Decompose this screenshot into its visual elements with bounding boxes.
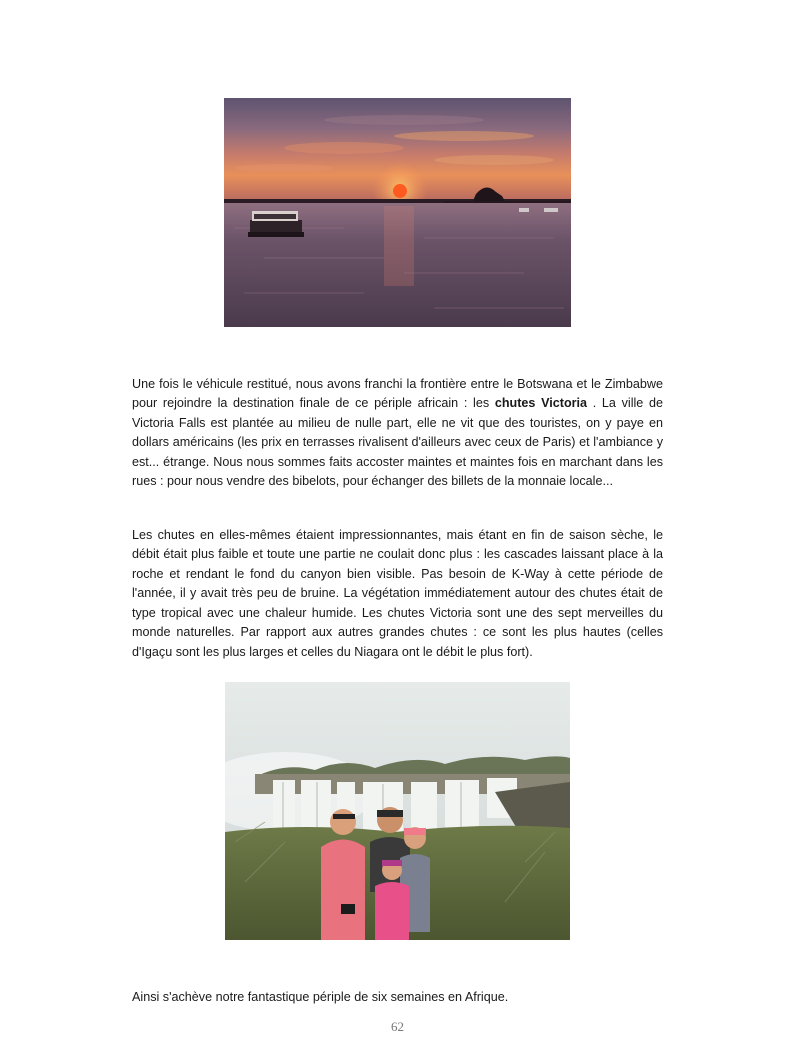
- page-number: 62: [391, 1019, 404, 1034]
- highlight-chutes-victoria: chutes Victoria: [494, 396, 588, 411]
- paragraph-waterfalls: Les chutes en elles-mêmes étaient impressionnantes, mais étant en fin de saison sèche, le débit était plus faible et toute une partie ne coulait donc plus : les cascades laissant place à la roche et rendant le fond du canyon bien visible. Pas besoin de K-Way à cette période de l'année, il y avait très peu de bruine. La végétation immédiatement autour des chutes était de type tropical avec une chaleur humide. Les chutes Victoria sont une des sept merveilles du monde naturelles. Par rapport aux autres grandes chutes : ce sont les plus hautes (celles d'Igaçu sont les plus larges et celles du Niagara ont le débit le plus fort).: [132, 527, 663, 659]
- paragraph-victoria-falls-town: [132, 375, 663, 492]
- victoria-falls-family-photo: [225, 682, 570, 940]
- paragraph-text: Une fois le véhicule restitué, nous avons franchi la frontière entre le Botswana et le Zimbabwe pour rejoindre la destination finale de ce périple africain : les: [132, 376, 663, 411]
- paragraph-conclusion: Ainsi s'achève notre fantastique périple de six semaines en Afrique.: [132, 989, 509, 1004]
- sunset-photo: [224, 98, 571, 327]
- paragraph-text: . La ville de Victoria Falls est plantée au milieu de nulle part, elle ne vit que des touristes, on y paye en dollars américains (les prix en terrasses rivalisent d'ailleurs avec ceux de Paris) et l'ambiance y est... étrange. Nous nous sommes faits accoster maintes et maintes fois en marchant dans les rues : pour nous vendre des bibelots, pour échanger des billets de la monnaie locale...: [132, 396, 663, 489]
